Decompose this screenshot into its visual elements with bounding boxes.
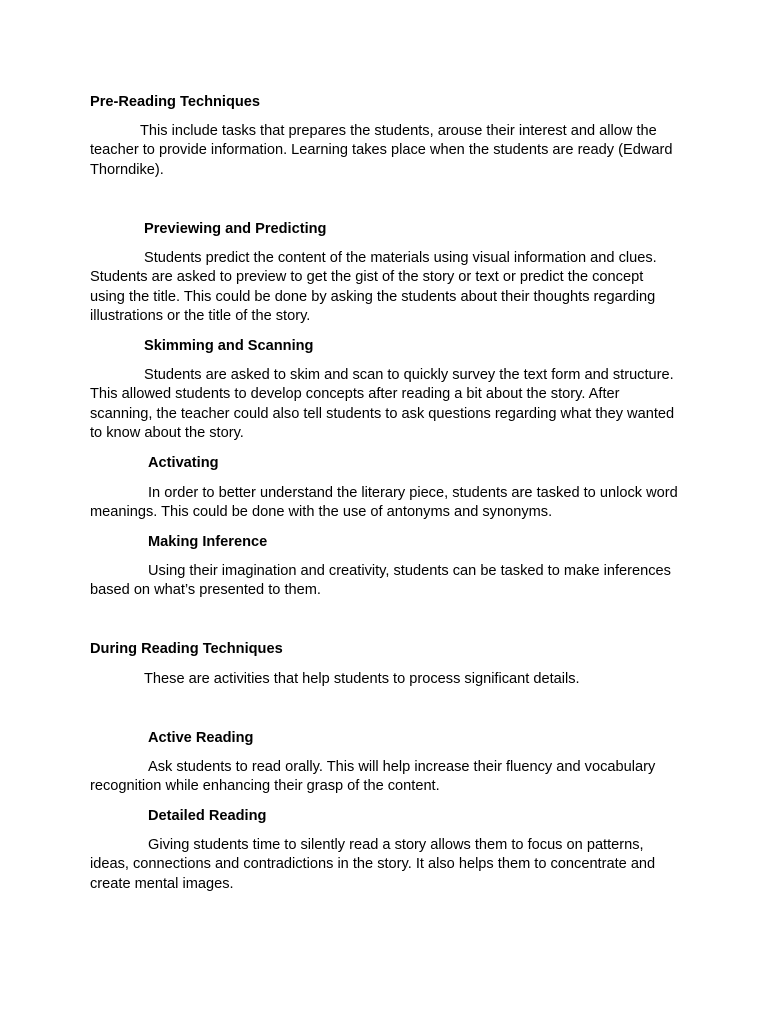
subsection-text-making-inference: Using their imagination and creativity, students can be tasked to make inferences based on what’s presented to them. (90, 563, 671, 599)
subsection-text-active-reading: Ask students to read orally. This will help increase their fluency and vocabulary recognition while enhancing their grasp of the content. (90, 759, 656, 795)
subsection-heading-skimming: Skimming and Scanning (144, 338, 314, 354)
section-heading-pre-reading: Pre-Reading Techniques (90, 94, 261, 110)
section-intro-pre-reading: This include tasks that prepares the students, arouse their interest and allow the teacher to provide information. Learning takes place when the students are ready (Edward Thorndike). (90, 123, 673, 178)
subsection-text-detailed-reading: Giving students time to silently read a story allows them to focus on patterns, ideas, connections and contradictions in the story. It also helps them to concentrate and create mental images. (90, 837, 656, 892)
subsection-heading-active-reading: Active Reading (148, 730, 254, 746)
subsection-text-previewing: Students predict the content of the materials using visual information and clues. Students are asked to preview to get the gist of the story or text or predict the concept using the title. This could be done by asking the students about their thoughts regarding illustrations or the title of the story. (90, 250, 657, 325)
subsection-text-skimming: Students are asked to skim and scan to quickly survey the text form and structure. This allowed students to develop concepts after reading a bit about the story. After scanning, the teacher could also tell students to ask questions regarding what they wanted to know about the story. (90, 367, 675, 442)
section-heading-during-reading: During Reading Techniques (90, 641, 283, 657)
subsection-heading-making-inference: Making Inference (148, 534, 268, 550)
subsection-text-activating: In order to better understand the literary piece, students are tasked to unlock word meanings. This could be done with the use of antonyms and synonyms. (90, 485, 678, 521)
subsection-heading-previewing: Previewing and Predicting (144, 221, 327, 237)
subsection-heading-detailed-reading: Detailed Reading (148, 808, 267, 824)
subsection-heading-activating: Activating (148, 455, 219, 471)
section-intro-during-reading: These are activities that help students to process significant details. (144, 671, 580, 687)
